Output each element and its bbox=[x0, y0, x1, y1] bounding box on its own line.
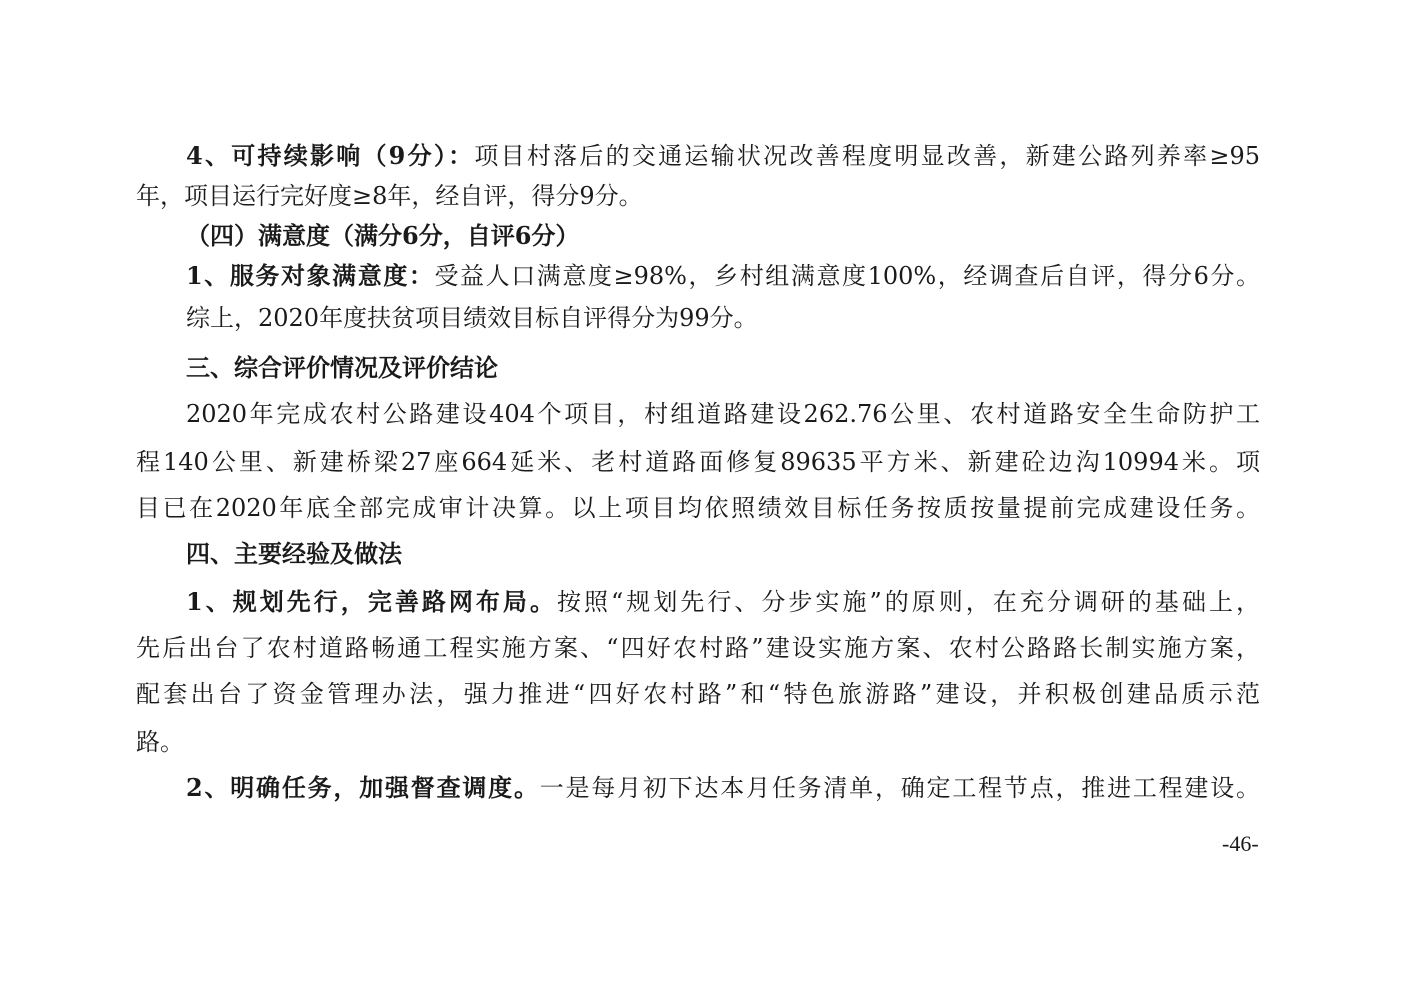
section3-body-line3: 目已在2020年底全部完成审计决算。以上项目均依照绩效目标任务按质按量提前完成建设任务。 bbox=[136, 494, 1260, 522]
paragraph-planning-line4: 路。 bbox=[136, 728, 184, 756]
section3-body-line1: 2020年完成农村公路建设404个项目，村组道路建设262.76公里、农村道路安全生命防护工 bbox=[186, 400, 1260, 428]
service-satisfaction-label: 1、服务对象满意度： bbox=[186, 261, 435, 290]
service-satisfaction-text: 受益人口满意度≥98%，乡村组满意度100%，经调查后自评，得分6分。 bbox=[434, 262, 1260, 290]
summary-paragraph: 综上，2020年度扶贫项目绩效目标自评得分为99分。 bbox=[186, 304, 758, 332]
page-number: -46- bbox=[1222, 831, 1259, 856]
supervision-text: 一是每月初下达本月任务清单，确定工程节点，推进工程建设。 bbox=[539, 774, 1261, 802]
paragraph-sustainability-line1 bbox=[136, 140, 1260, 172]
section3-body-line2: 程140公里、新建桥梁27座664延米、老村道路面修复89635平方米、新建砼边沟10994米。项 bbox=[136, 448, 1260, 476]
planning-text-line1: 按照“规划先行、分步实施”的原则，在充分调研的基础上， bbox=[556, 588, 1260, 616]
paragraph-planning-line3: 配套出台了资金管理办法，强力推进“四好农村路”和“特色旅游路”建设，并积极创建品质示范 bbox=[136, 680, 1260, 708]
paragraph-service-satisfaction bbox=[136, 260, 1260, 292]
sustainability-label: 4、可持续影响（9分）： bbox=[186, 141, 475, 170]
sustainability-text: 项目村落后的交通运输状况改善程度明显改善，新建公路列养率≥95 bbox=[474, 142, 1260, 170]
planning-label: 1、规划先行，完善路网布局。 bbox=[186, 587, 557, 616]
paragraph-planning-line2: 先后出台了农村道路畅通工程实施方案、“四好农村路”建设实施方案、农村公路路长制实施方案， bbox=[136, 634, 1260, 662]
satisfaction-heading: （四）满意度（满分6分，自评6分） bbox=[186, 221, 580, 250]
paragraph-planning-line1 bbox=[136, 586, 1260, 618]
section3-heading: 三、综合评价情况及评价结论 bbox=[186, 353, 498, 382]
supervision-label: 2、明确任务，加强督查调度。 bbox=[186, 773, 540, 802]
paragraph-sustainability-line2: 年，项目运行完好度≥8年，经自评，得分9分。 bbox=[136, 182, 643, 210]
paragraph-supervision bbox=[136, 772, 1260, 804]
section4-heading: 四、主要经验及做法 bbox=[186, 539, 402, 568]
